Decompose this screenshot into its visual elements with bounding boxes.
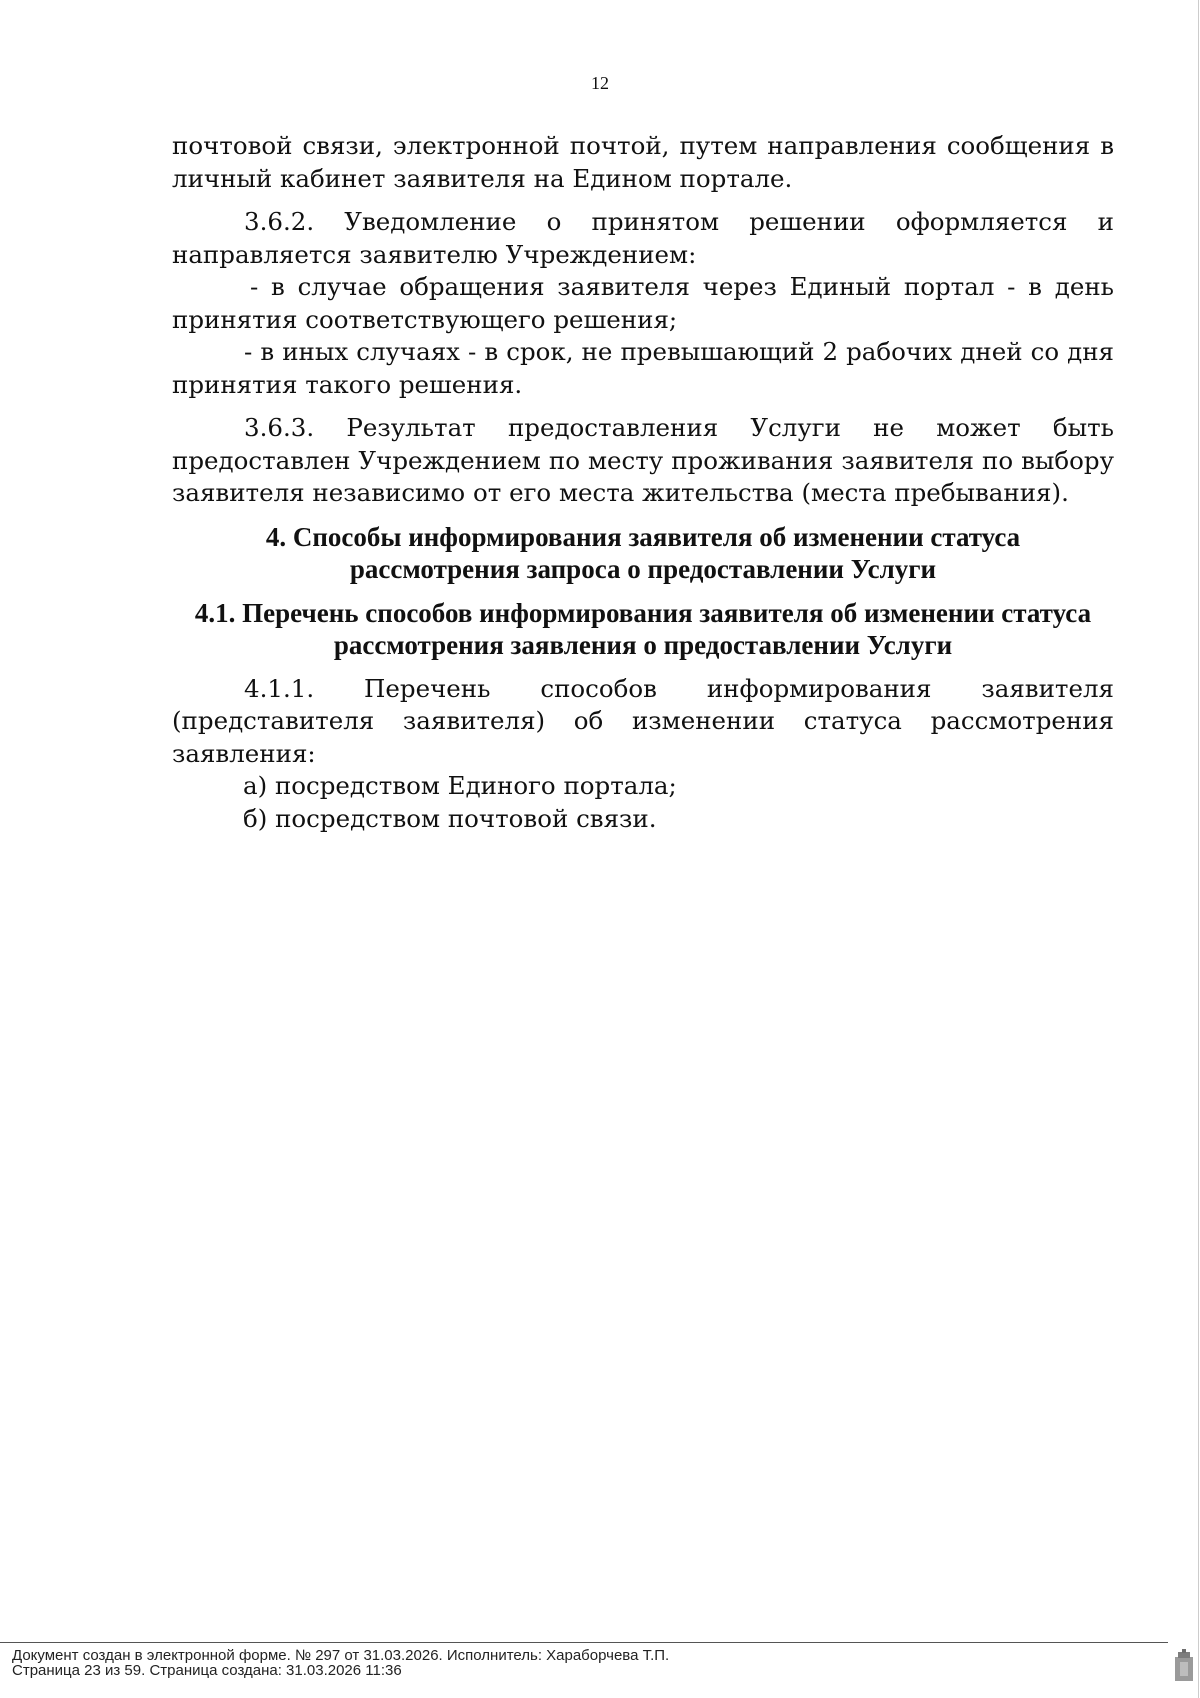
paragraph-3-6-2-item-b: - в иных случаях - в срок, не превышающий 2 рабочих дней со дня принятия такого решения. (172, 337, 1114, 399)
footer (12, 1648, 669, 1678)
section-4-1-heading-line2: рассмотрения заявления о предоставлении Услуги (333, 630, 953, 660)
list-item-b: б) посредством почтовой связи. (243, 803, 657, 833)
page-number: 12 (591, 73, 609, 93)
paragraph-continuation: почтовой связи, электронной почтой, путем направления сообщения в личный кабинет заявителя на Едином портале. (172, 131, 1114, 193)
footer-divider (0, 1642, 1168, 1643)
footer-line-document-info: Документ создан в электронной форме. № 297 от 31.03.2026. Исполнитель: Хараборчева Т.П. (12, 1647, 670, 1664)
section-4-heading (172, 521, 1114, 586)
section-4-heading-line2: рассмотрения запроса о предоставлении Услуги (349, 554, 937, 584)
coat-of-arms-icon (1173, 1649, 1195, 1683)
section-4-1-heading (172, 597, 1114, 662)
section-4-heading-line1: 4. Способы информирования заявителя об изменении статуса (265, 521, 1021, 552)
document-body (172, 130, 1114, 835)
section-4-1-heading-line1: 4.1. Перечень способов информирования заявителя об изменении статуса (194, 597, 1092, 628)
paragraph-4-1-1: 4.1.1. Перечень способов информирования заявителя (представителя заявителя) об изменении статуса рассмотрения заявления: (172, 673, 1114, 768)
footer-line-page-info: Страница 23 из 59. Страница создана: 31.03.2026 11:36 (12, 1662, 402, 1679)
paragraph-3-6-3: 3.6.3. Результат предоставления Услуги не может быть предоставлен Учреждением по месту проживания заявителя по выбору заявителя независимо от его места жительства (места пребывания). (172, 413, 1114, 507)
page-edge-line (1198, 0, 1199, 1698)
paragraph-3-6-2: 3.6.2. Уведомление о принятом решении оформляется и направляется заявителю Учреждением: (172, 207, 1114, 269)
paragraph-3-6-2-item-a: - в случае обращения заявителя через Единый портал - в день принятия соответствующего решения; (172, 272, 1114, 334)
list-item-a: а) посредством Единого портала; (243, 771, 677, 800)
